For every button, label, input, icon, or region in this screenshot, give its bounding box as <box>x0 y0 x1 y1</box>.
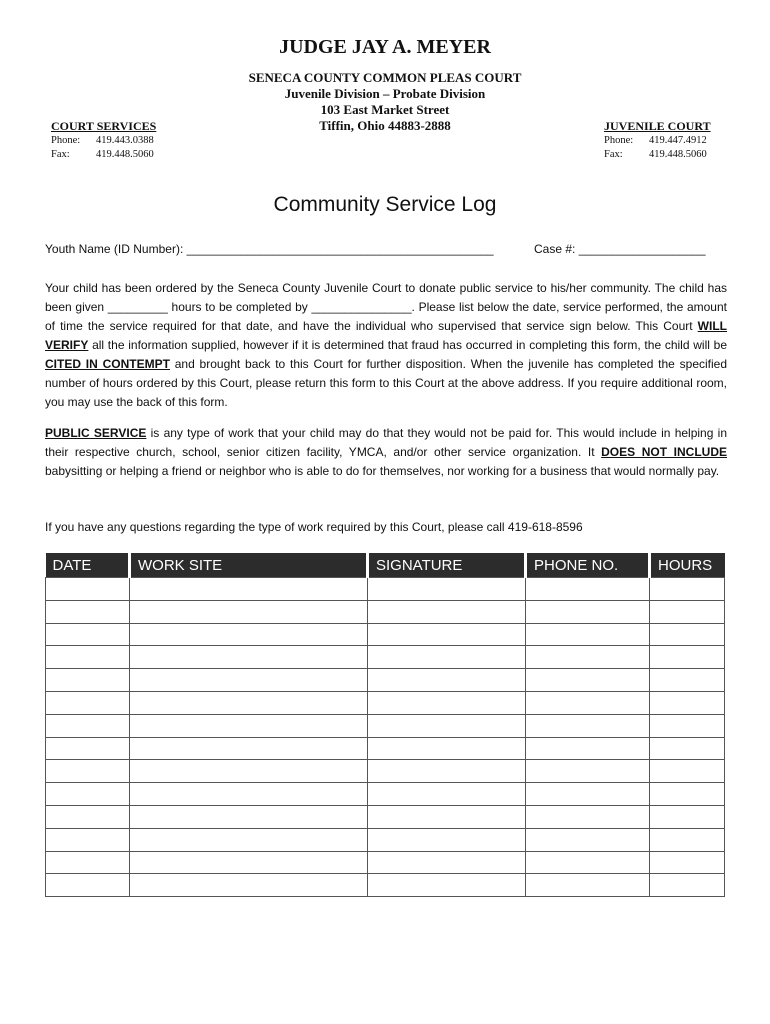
table-row <box>46 851 725 874</box>
table-row <box>46 623 725 646</box>
signature-cell[interactable] <box>368 874 526 897</box>
judge-name: JUDGE JAY A. MEYER <box>279 36 491 58</box>
work-site-cell[interactable] <box>130 805 368 828</box>
court-services-title: COURT SERVICES <box>51 119 157 133</box>
does-not-include-emphasis: DOES NOT INCLUDE <box>601 445 727 459</box>
work-site-cell[interactable] <box>130 600 368 623</box>
date-cell[interactable] <box>46 737 130 760</box>
public-service-emphasis: PUBLIC SERVICE <box>45 426 147 440</box>
signature-cell[interactable] <box>368 646 526 669</box>
table-row <box>46 691 725 714</box>
will-verify-emphasis: WILL VERIFY <box>45 319 727 352</box>
hours-cell[interactable] <box>650 737 725 760</box>
phone-label: Phone: <box>51 135 81 146</box>
hours-cell[interactable] <box>650 714 725 737</box>
work-site-cell[interactable] <box>130 669 368 692</box>
column-header-phone: PHONE NO. <box>526 553 650 578</box>
work-site-cell[interactable] <box>130 760 368 783</box>
signature-cell[interactable] <box>368 578 526 601</box>
date-cell[interactable] <box>46 783 130 806</box>
table-row <box>46 646 725 669</box>
work-site-cell[interactable] <box>130 714 368 737</box>
work-site-cell[interactable] <box>130 646 368 669</box>
phone-cell[interactable] <box>526 828 650 851</box>
signature-cell[interactable] <box>368 760 526 783</box>
work-site-cell[interactable] <box>130 783 368 806</box>
court-services-phone: 419.443.0388 <box>96 135 154 146</box>
hours-cell[interactable] <box>650 578 725 601</box>
table-row <box>46 760 725 783</box>
column-header-hours: HOURS <box>650 553 725 578</box>
table-row <box>46 714 725 737</box>
hours-cell[interactable] <box>650 760 725 783</box>
column-header-work-site: WORK SITE <box>130 553 368 578</box>
table-row <box>46 874 725 897</box>
work-site-cell[interactable] <box>130 691 368 714</box>
hours-cell[interactable] <box>650 851 725 874</box>
phone-cell[interactable] <box>526 805 650 828</box>
table-row <box>46 578 725 601</box>
public-service-paragraph: PUBLIC SERVICE is any type of work that your child may do that they would not be paid for. This would include in helping in their respective church, school, senior citizen facility, YMCA, and/or other service organization. It DOES NOT INCLUDE babysitting or helping a friend or neighbor who is able to do for themselves, nor working for a business that would normally pay. <box>45 426 727 478</box>
date-cell[interactable] <box>46 646 130 669</box>
work-site-cell[interactable] <box>130 874 368 897</box>
hours-cell[interactable] <box>650 646 725 669</box>
table-row <box>46 737 725 760</box>
date-cell[interactable] <box>46 828 130 851</box>
date-cell[interactable] <box>46 714 130 737</box>
date-cell[interactable] <box>46 578 130 601</box>
signature-cell[interactable] <box>368 623 526 646</box>
signature-cell[interactable] <box>368 600 526 623</box>
date-cell[interactable] <box>46 669 130 692</box>
phone-cell[interactable] <box>526 691 650 714</box>
case-number-field[interactable]: Case #: ___________________ <box>534 242 706 256</box>
phone-cell[interactable] <box>526 783 650 806</box>
hours-cell[interactable] <box>650 874 725 897</box>
fax-label: Fax: <box>604 149 623 160</box>
service-log-table <box>45 553 725 897</box>
instructions-paragraph: Your child has been ordered by the Seneca County Juvenile Court to donate public service to his/her community. The child has been given _________ hours to be completed by _______________. Please list below the date, service performed, the amount of time the service required for that date, and have the individual who supervised that service sign below. This Court WILL VERIFY all the information supplied, however if it is determined that fraud has occurred in completing this form, the child will be CITED IN CONTEMPT and brought back to this Court for further disposition. When the juvenile has completed the specified number of hours ordered by this Court, please return this form to this Court at the above address. If you require additional room, you may use the back of this form. <box>45 281 728 409</box>
signature-cell[interactable] <box>368 783 526 806</box>
juvenile-court-phone: 419.447.4912 <box>649 135 707 146</box>
work-site-cell[interactable] <box>130 623 368 646</box>
phone-cell[interactable] <box>526 737 650 760</box>
hours-cell[interactable] <box>650 623 725 646</box>
court-services-contact <box>51 119 156 162</box>
court-city: Tiffin, Ohio 44883-2888 <box>319 118 451 133</box>
table-body <box>46 578 725 897</box>
questions-paragraph: If you have any questions regarding the type of work required by this Court, please call 419-618-8596 <box>45 520 583 534</box>
phone-cell[interactable] <box>526 669 650 692</box>
phone-cell[interactable] <box>526 851 650 874</box>
phone-cell[interactable] <box>526 874 650 897</box>
fax-label: Fax: <box>51 149 70 160</box>
table-row <box>46 783 725 806</box>
table-row <box>46 669 725 692</box>
column-header-signature: SIGNATURE <box>368 553 526 578</box>
date-cell[interactable] <box>46 874 130 897</box>
phone-cell[interactable] <box>526 578 650 601</box>
table-row <box>46 600 725 623</box>
phone-label: Phone: <box>604 135 634 146</box>
hours-cell[interactable] <box>650 600 725 623</box>
date-cell[interactable] <box>46 623 130 646</box>
date-cell[interactable] <box>46 851 130 874</box>
court-street: 103 East Market Street <box>320 102 450 117</box>
cited-in-contempt-emphasis: CITED IN CONTEMPT <box>45 357 170 371</box>
signature-cell[interactable] <box>368 805 526 828</box>
signature-cell[interactable] <box>368 691 526 714</box>
juvenile-court-title: JUVENILE COURT <box>604 119 711 133</box>
work-site-cell[interactable] <box>130 851 368 874</box>
phone-cell[interactable] <box>526 646 650 669</box>
signature-cell[interactable] <box>368 851 526 874</box>
hours-cell[interactable] <box>650 828 725 851</box>
phone-cell[interactable] <box>526 760 650 783</box>
work-site-cell[interactable] <box>130 828 368 851</box>
table-row <box>46 828 725 851</box>
hours-cell[interactable] <box>650 783 725 806</box>
work-site-cell[interactable] <box>130 737 368 760</box>
youth-name-field[interactable]: Youth Name (ID Number): ______________________________________________ <box>45 242 494 256</box>
date-cell[interactable] <box>46 805 130 828</box>
phone-cell[interactable] <box>526 600 650 623</box>
table-row <box>46 805 725 828</box>
hours-cell[interactable] <box>650 691 725 714</box>
court-division: Juvenile Division – Probate Division <box>284 86 486 101</box>
juvenile-court-fax: 419.448.5060 <box>649 149 707 160</box>
table-header-row <box>46 553 725 578</box>
column-header-date: DATE <box>46 553 130 578</box>
signature-cell[interactable] <box>368 714 526 737</box>
juvenile-court-contact <box>604 119 711 162</box>
court-name: SENECA COUNTY COMMON PLEAS COURT <box>248 70 522 85</box>
phone-cell[interactable] <box>526 623 650 646</box>
date-cell[interactable] <box>46 760 130 783</box>
phone-cell[interactable] <box>526 714 650 737</box>
hours-cell[interactable] <box>650 669 725 692</box>
signature-cell[interactable] <box>368 737 526 760</box>
work-site-cell[interactable] <box>130 578 368 601</box>
hours-cell[interactable] <box>650 805 725 828</box>
court-services-fax: 419.448.5060 <box>96 149 154 160</box>
document-title: Community Service Log <box>273 193 497 216</box>
date-cell[interactable] <box>46 691 130 714</box>
signature-cell[interactable] <box>368 828 526 851</box>
date-cell[interactable] <box>46 600 130 623</box>
signature-cell[interactable] <box>368 669 526 692</box>
